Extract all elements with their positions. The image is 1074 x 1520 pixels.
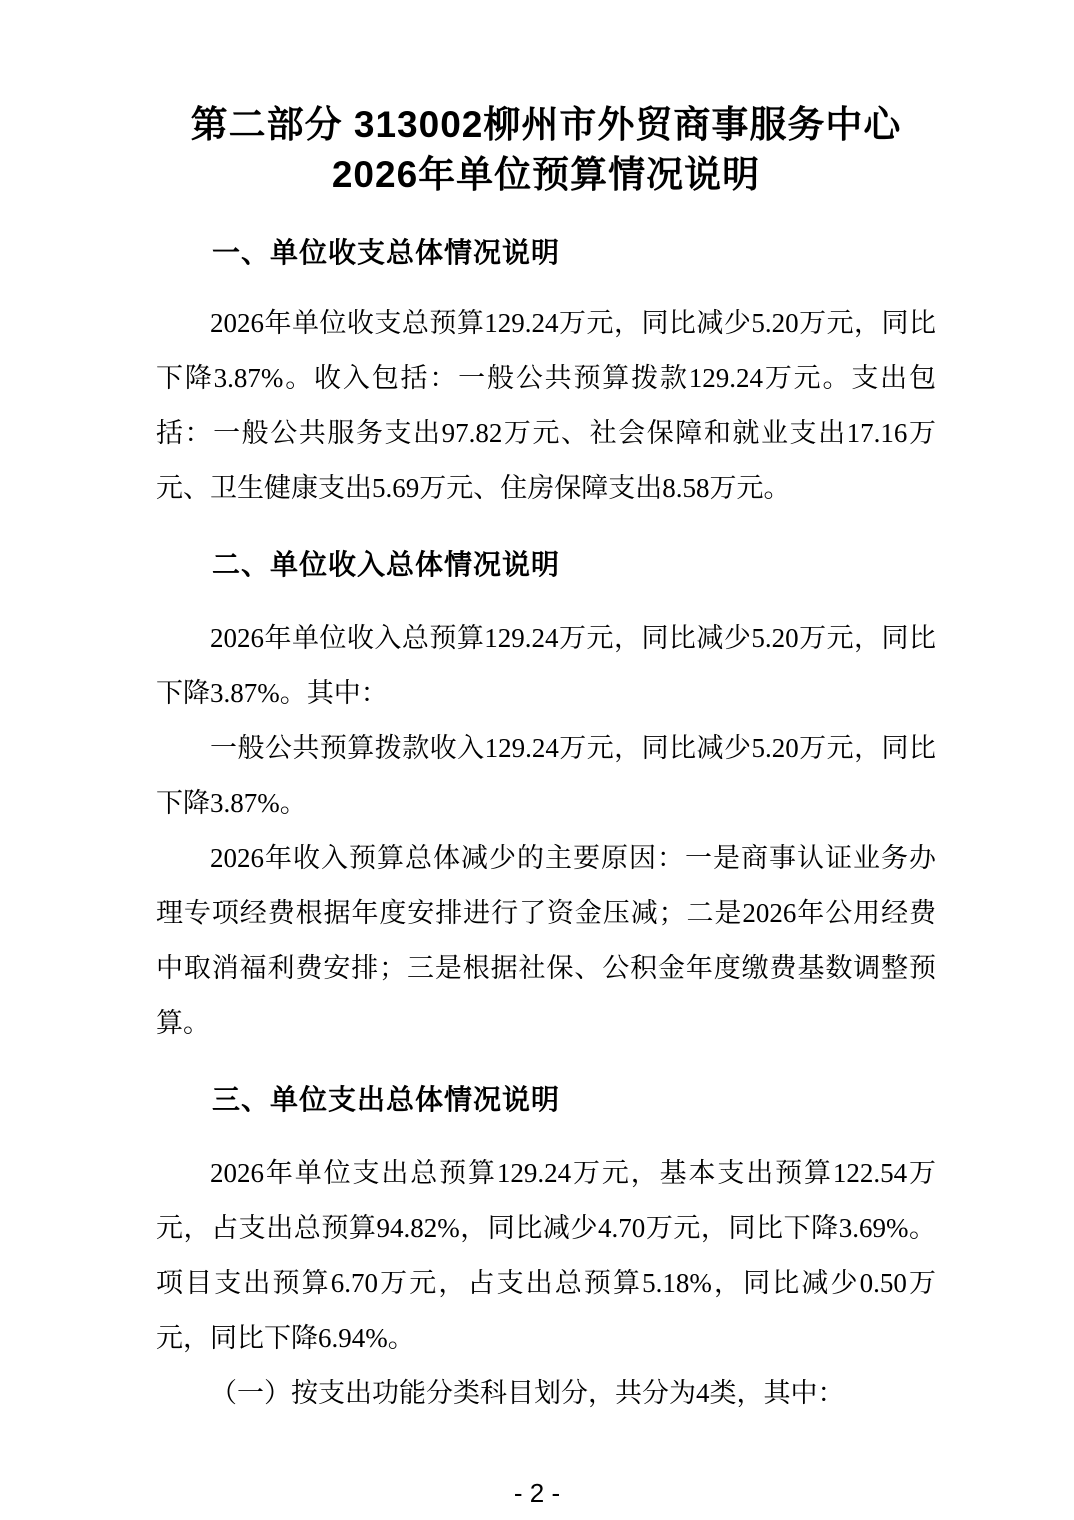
section-body-2: [156, 611, 936, 1051]
document-title-line2: 2026年单位预算情况说明: [331, 154, 761, 195]
document-title: [156, 0, 936, 200]
section-heading-income-expenditure-overview: 一、单位收支总体情况说明: [212, 237, 561, 268]
section-heading-expenditure-overview: 三、单位支出总体情况说明: [212, 1084, 561, 1115]
paragraph: 2026年单位收支总预算129.24万元，同比减少5.20万元，同比下降3.87%。收入包括：一般公共预算拨款129.24万元。支出包括：一般公共服务支出97.82万元、社会保障和就业支出17.16万元、卫生健康支出5.69万元、住房保障支出8.58万元。: [156, 308, 936, 503]
section-heading-income-overview: 二、单位收入总体情况说明: [212, 549, 561, 580]
paragraph: 2026年收入预算总体减少的主要原因：一是商事认证业务办理专项经费根据年度安排进行了资金压减；二是2026年公用经费中取消福利费安排；三是根据社保、公积金年度缴费基数调整预算。: [156, 843, 936, 1038]
paragraph: 2026年单位支出总预算129.24万元，基本支出预算122.54万元，占支出总预算94.82%，同比减少4.70万元，同比下降3.69%。项目支出预算6.70万元，占支出总预算5.18%，同比减少0.50万元，同比下降6.94%。: [156, 1158, 936, 1353]
paragraph: 2026年单位收入总预算129.24万元，同比减少5.20万元，同比下降3.87%。其中：: [156, 623, 936, 708]
paragraph: （一）按支出功能分类科目划分，共分为4类，其中：: [210, 1378, 845, 1408]
paragraph: 一般公共预算拨款收入129.24万元，同比减少5.20万元，同比下降3.87%。: [156, 733, 936, 818]
document-title-line1: 第二部分 313002柳州市外贸商事服务中心: [190, 104, 902, 145]
section-body-1: [156, 296, 936, 516]
section-body-3: [156, 1146, 936, 1421]
page-number: - 2 -: [513, 1478, 561, 1508]
